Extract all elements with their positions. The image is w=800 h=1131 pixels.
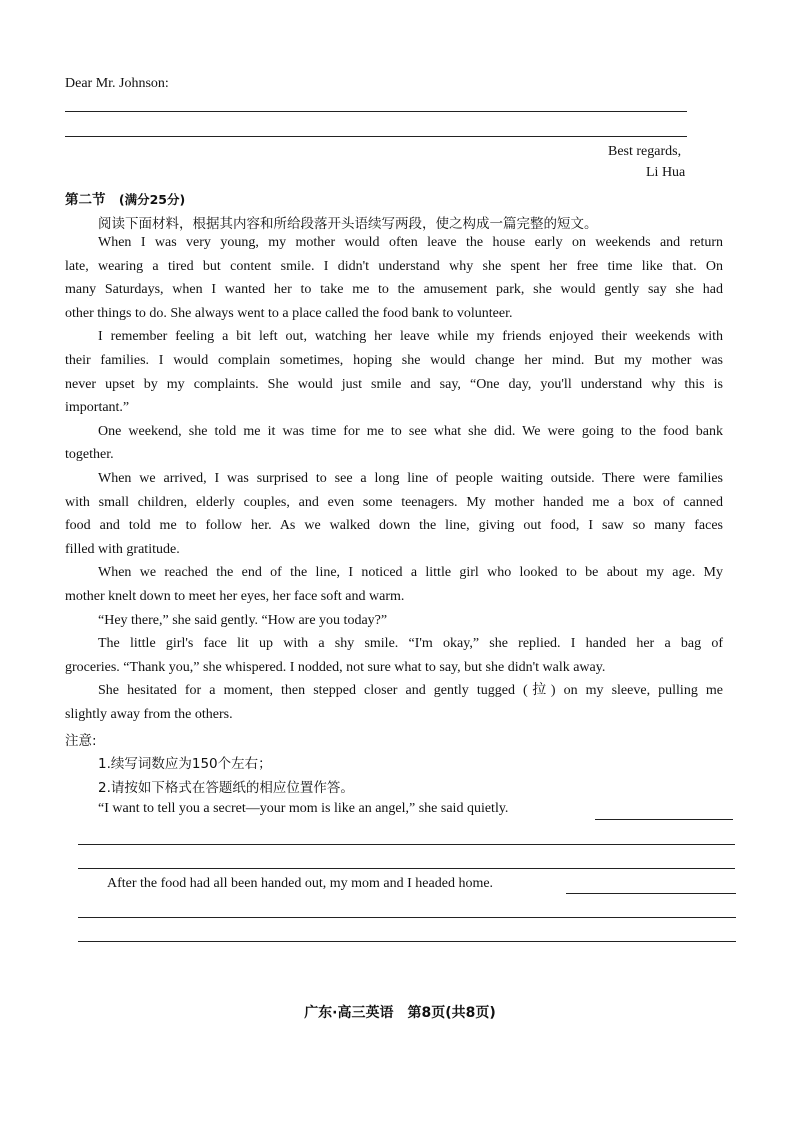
- writing-line[interactable]: [78, 941, 736, 942]
- note-item: 2.请按如下格式在答题纸的相应位置作答。: [98, 780, 354, 796]
- passage-line: “Hey there,” she said gently. “How are you today?”: [98, 612, 388, 628]
- passage-line: filled with gratitude.: [65, 541, 180, 557]
- section-heading: [65, 188, 185, 208]
- passage-line: their families. I would complain sometimes, hoping she would change her mind. But my mother was: [65, 353, 723, 368]
- writing-line: [65, 111, 687, 112]
- signature: Li Hua: [646, 165, 686, 180]
- passage-line: slightly away from the others.: [65, 707, 233, 722]
- closing: Best regards,: [608, 144, 682, 159]
- prompt-first-text: “I want to tell you a secret—your mom is like an angel,” she said quietly.: [98, 801, 509, 816]
- section-title: 第二节: [65, 192, 106, 208]
- section-instruction: 阅读下面材料，根据其内容和所给段落开头语续写两段，使之构成一篇完整的短文。: [98, 216, 598, 232]
- writing-line[interactable]: [78, 868, 735, 869]
- passage-line: important.”: [65, 400, 130, 416]
- passage-line: One weekend, she told me it was time for me to see what she did. We were going to the food bank: [98, 423, 723, 439]
- passage-line: When we reached the end of the line, I noticed a little girl who looked to be about my age. My: [98, 565, 723, 581]
- passage-line: other things to do. She always went to a place called the food bank to volunteer.: [65, 305, 513, 321]
- passage-line: groceries. “Thank you,” she whispered. I nodded, not sure what to say, but she didn't walk away.: [65, 659, 606, 675]
- passage-line: When we arrived, I was surprised to see a long line of people waiting outside. There were families: [98, 471, 723, 486]
- passage-line: The little girl's face lit up with a shy smile. “I'm okay,” she replied. I handed her a bag of: [98, 636, 723, 652]
- prompt-second-text: After the food had all been handed out, my mom and I headed home.: [107, 876, 494, 891]
- passage-line: mother knelt down to meet her eyes, her face soft and warm.: [65, 589, 405, 604]
- writing-line: [65, 136, 687, 137]
- passage-line: When I was very young, my mother would often leave the house early on weekends and return: [98, 235, 723, 250]
- prompt-second: [107, 876, 493, 892]
- answer-blank[interactable]: [566, 893, 736, 894]
- passage-line: never upset by my complaints. She would just smile and say, “One day, you'll understand why this is: [65, 376, 723, 392]
- passage-line: She hesitated for a moment, then stepped closer and gently tugged (拉) on my sleeve, pulling me: [98, 683, 723, 699]
- passage-line: together.: [65, 447, 114, 463]
- passage-line: late, wearing a tired but content smile. I didn't understand why she spent her free time like that. On: [65, 258, 723, 274]
- notes-title: 注意:: [65, 733, 97, 749]
- passage-line: many Saturdays, when I wanted her to take me to the amusement park, she would gently say she had: [65, 282, 723, 298]
- salutation: Dear Mr. Johnson:: [65, 76, 169, 91]
- passage-line: I remember feeling a bit left out, watching her leave while my friends enjoyed their weekends with: [98, 329, 723, 345]
- passage-line: with small children, elderly couples, and even some teenagers. My mother handed me a box of canned: [65, 494, 723, 510]
- note-item: 1.续写词数应为150个左右；: [98, 756, 272, 772]
- answer-blank[interactable]: [595, 819, 733, 820]
- writing-line[interactable]: [78, 844, 735, 845]
- page-footer: 广东·高三英语 第8页(共8页): [304, 1005, 496, 1021]
- writing-line[interactable]: [78, 917, 736, 918]
- section-score: (满分25分): [118, 192, 186, 207]
- passage-line: food and told me to follow her. As we walked down the line, giving out food, I saw so many faces: [65, 518, 723, 534]
- prompt-first: [98, 801, 508, 817]
